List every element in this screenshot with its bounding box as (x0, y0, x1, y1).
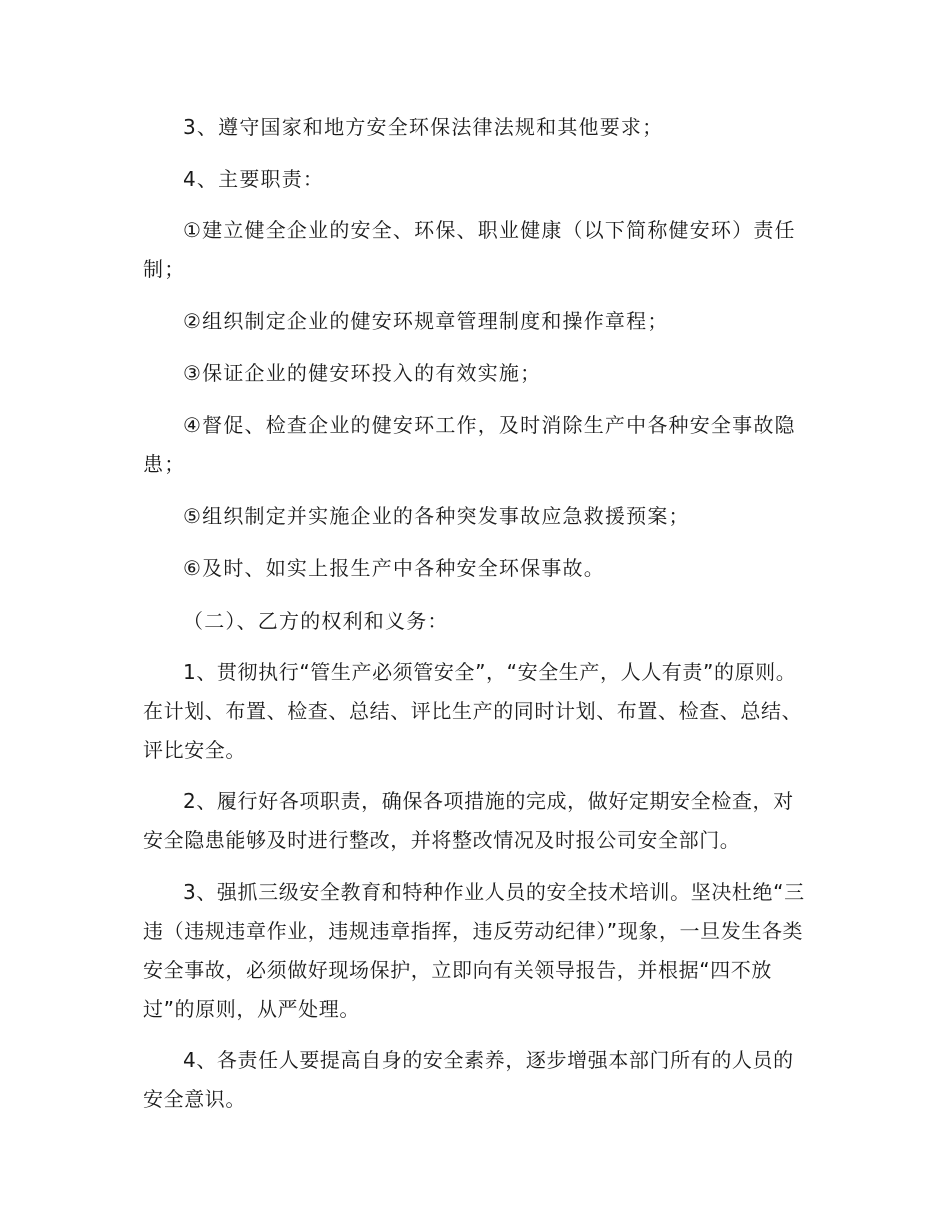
duty-4: ④督促、检查企业的健安环工作，及时消除生产中各种安全事故隐患； (143, 413, 796, 476)
paragraph-item-3: 3、遵守国家和地方安全环保法律法规和其他要求； (183, 115, 664, 139)
party-b-item-1: 1、贯彻执行“管生产必须管安全”，“安全生产，人人有责”的原则。在计划、布置、检查、总结、评比生产的同时计划、布置、检查、总结、评比安全。 (143, 660, 803, 762)
duty-5: ⑤组织制定并实施企业的各种突发事故应急救援预案； (183, 504, 690, 528)
party-b-item-2: 2、履行好各项职责，确保各项措施的完成，做好定期安全检查，对安全隐患能够及时进行整改，并将整改情况及时报公司安全部门。 (143, 789, 794, 852)
section-heading-party-b: （二）、乙方的权利和义务： (183, 609, 449, 633)
duty-3: ③保证企业的健安环投入的有效实施； (183, 361, 542, 385)
party-b-item-3: 3、强抓三级安全教育和特种作业人员的安全技术培训。坚决杜绝“三违（违规违章作业，违规违章指挥，违反劳动纪律）”现象，一旦发生各类安全事故，必须做好现场保护，立即向有关领导报告，并根据“四不放过”的原则，从严处理。 (143, 880, 805, 1021)
duty-1: ①建立健全企业的安全、环保、职业健康（以下简称健安环）责任制； (143, 218, 796, 281)
duty-2: ②组织制定企业的健安环规章管理制度和操作章程； (183, 309, 669, 333)
party-b-item-4: 4、各责任人要提高自身的安全素养，逐步增强本部门所有的人员的安全意识。 (143, 1048, 794, 1111)
duty-6: ⑥及时、如实上报生产中各种安全环保事故。 (183, 556, 605, 580)
paragraph-item-4: 4、主要职责： (183, 167, 325, 191)
